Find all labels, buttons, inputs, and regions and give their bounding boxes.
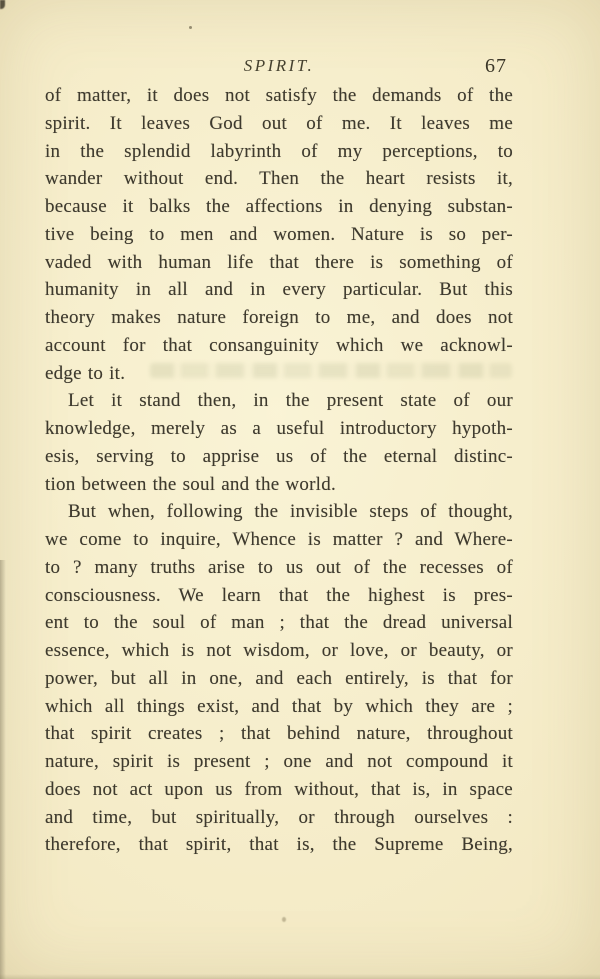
text-line: and time, but spiritually, or through ourselves : bbox=[45, 806, 513, 828]
text-line: vaded with human life that there is something of bbox=[45, 251, 513, 273]
page-edge-shadow bbox=[0, 560, 6, 979]
text-line: in the splendid labyrinth of my perceptions, to bbox=[45, 140, 513, 162]
text-line: account for that consanguinity which we acknowl- bbox=[45, 334, 513, 356]
text-block bbox=[45, 82, 513, 859]
text-line: edge to it. bbox=[45, 362, 126, 384]
dust-speck bbox=[282, 917, 286, 922]
page-number: 67 bbox=[485, 55, 507, 77]
text-line: esis, serving to apprise us of the eternal distinc- bbox=[45, 445, 513, 467]
text-line: essence, which is not wisdom, or love, or beauty, or bbox=[45, 640, 513, 661]
page-header bbox=[45, 54, 513, 78]
dust-speck bbox=[189, 26, 192, 29]
text-line: knowledge, merely as a useful introductory hypoth- bbox=[45, 418, 513, 439]
text-line: to ? many truths arise to us out of the recesses of bbox=[45, 556, 513, 578]
text-line: spirit. It leaves God out of me. It leaves me bbox=[45, 112, 513, 134]
text-line: ent to the soul of man ; that the dread universal bbox=[45, 612, 513, 634]
text-line: therefore, that spirit, that is, the Supreme Being, bbox=[45, 834, 513, 856]
text-line: Let it stand then, in the present state of our bbox=[68, 390, 513, 412]
text-line: we come to inquire, Whence is matter ? and Where- bbox=[45, 529, 513, 550]
text-line: tion between the soul and the world. bbox=[45, 473, 336, 495]
text-line: because it balks the affections in denying substan- bbox=[45, 196, 513, 217]
text-line: wander without end. Then the heart resists it, bbox=[45, 168, 513, 190]
text-line: nature, spirit is present ; one and not compound it bbox=[45, 751, 513, 772]
text-line: theory makes nature foreign to me, and does not bbox=[45, 307, 513, 328]
text-line: tive being to men and women. Nature is so per- bbox=[45, 223, 513, 245]
text-line: power, but all in one, and each entirely, is that for bbox=[45, 667, 513, 689]
text-line: consciousness. We learn that the highest is pres- bbox=[45, 584, 513, 606]
text-line: that spirit creates ; that behind nature, throughout bbox=[45, 723, 513, 745]
text-line: of matter, it does not satisfy the demands of the bbox=[45, 85, 513, 106]
show-through-text-artifact bbox=[150, 363, 512, 378]
text-line: humanity in all and in every particular. But this bbox=[45, 279, 513, 301]
page-edge-shadow bbox=[0, 974, 600, 979]
text-line: which all things exist, and that by which they are ; bbox=[45, 695, 513, 717]
text-line: does not act upon us from without, that is, in space bbox=[45, 778, 513, 800]
text-line: But when, following the invisible steps of thought, bbox=[68, 501, 513, 523]
running-head-title: SPIRIT. bbox=[243, 56, 315, 75]
scan-corner-speck bbox=[0, 0, 5, 9]
